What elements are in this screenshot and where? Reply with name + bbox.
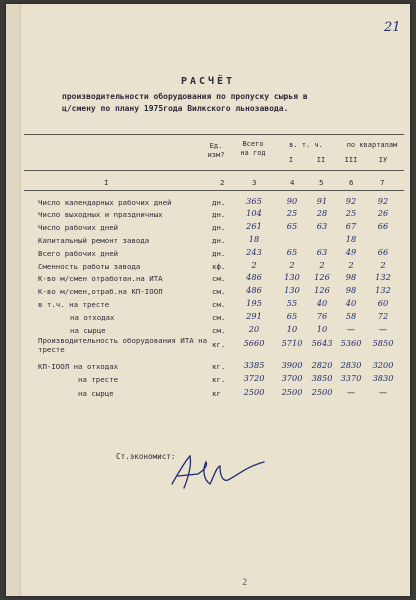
row-quarter-3-value: 5360 <box>340 338 362 348</box>
row-quarter-3-value: 40 <box>345 298 357 308</box>
row-total-value: 18 <box>248 234 260 244</box>
row-quarter-2-value: 76 <box>316 311 328 321</box>
header-q2: II <box>316 156 326 164</box>
column-number-6: 6 <box>349 178 354 187</box>
row-quarter-2-value: 40 <box>316 298 328 308</box>
row-unit: кг. <box>212 362 226 371</box>
row-unit: дн. <box>212 223 226 232</box>
row-label: К-во м/смен отработан.на ИТА <box>38 274 163 283</box>
row-quarter-1-value: 3900 <box>281 360 303 370</box>
row-unit: см. <box>212 300 226 309</box>
row-quarter-1-value: 2 <box>289 260 295 270</box>
row-quarter-4-value: 60 <box>377 298 389 308</box>
header-total: Всего на год <box>240 140 266 157</box>
row-total-value: 261 <box>246 221 262 231</box>
row-quarter-4-value: — <box>378 324 388 334</box>
row-quarter-1-value: 2500 <box>281 387 303 397</box>
row-quarter-3-value: — <box>346 324 356 334</box>
column-number-4: 4 <box>290 178 295 187</box>
row-quarter-4-value: 3200 <box>372 360 394 370</box>
row-unit: дн. <box>212 198 226 207</box>
header-rule-bottom <box>24 190 404 191</box>
row-quarter-1-value: 10 <box>286 324 298 334</box>
row-total-value: 2500 <box>243 387 265 397</box>
header-q3: III <box>344 156 358 164</box>
row-total-value: 104 <box>246 208 262 218</box>
row-total-value: 486 <box>246 272 262 282</box>
row-label: в т.ч. на тресте <box>38 300 110 309</box>
row-total-value: 3720 <box>243 373 265 383</box>
row-total-value: 3385 <box>243 360 265 370</box>
row-quarter-3-value: 49 <box>345 247 357 257</box>
row-label: Сменность работы завода <box>38 262 141 271</box>
row-quarter-4-value: — <box>378 387 388 397</box>
row-total-value: 5660 <box>243 338 265 348</box>
row-quarter-2-value: 126 <box>314 272 330 282</box>
document-subtitle-line-1: производительности оборудования по пропуску сырья в <box>62 92 308 101</box>
document-subtitle-line-2: ц/смену по плану 1975года Вилкского льнозавода. <box>62 104 289 113</box>
document-page <box>6 4 410 596</box>
document-title: РАСЧЁТ <box>180 76 236 87</box>
row-label: Капитальный ремонт завода <box>38 236 150 245</box>
row-unit: см. <box>212 287 226 296</box>
row-unit: дн. <box>212 236 226 245</box>
row-quarter-1-value: 130 <box>284 272 300 282</box>
row-unit: см. <box>212 326 226 335</box>
row-quarter-1-value: 65 <box>286 247 298 257</box>
row-quarter-2-value: 2820 <box>311 360 333 370</box>
row-quarter-3-value: 25 <box>345 208 357 218</box>
column-number-5: 5 <box>319 178 324 187</box>
row-quarter-2-value: 63 <box>316 221 328 231</box>
row-quarter-4-value: 26 <box>377 208 389 218</box>
row-quarter-3-value: — <box>346 387 356 397</box>
header-rule-top <box>24 134 404 135</box>
row-quarter-4-value: 132 <box>375 285 391 295</box>
row-quarter-1-value: 3700 <box>281 373 303 383</box>
row-quarter-2-value: 63 <box>316 247 328 257</box>
header-q4: IУ <box>378 156 388 164</box>
row-quarter-1-value: 65 <box>286 311 298 321</box>
header-unit: Ед. изм? <box>207 142 225 159</box>
row-quarter-2-value: 91 <box>316 196 328 206</box>
row-quarter-3-value: 2830 <box>340 360 362 370</box>
row-quarter-4-value: 2 <box>380 260 386 270</box>
row-label: Всего рабочих дней <box>38 249 119 258</box>
row-total-value: 20 <box>248 324 260 334</box>
header-incl-quarters: в. т. ч. <box>289 141 323 149</box>
column-number-7: 7 <box>380 178 385 187</box>
row-quarter-3-value: 98 <box>345 272 357 282</box>
row-label: Число рабочих дней <box>38 223 119 232</box>
row-unit: кг. <box>212 375 226 384</box>
row-quarter-2-value: 2500 <box>311 387 333 397</box>
row-label: на сырце <box>70 326 106 335</box>
row-quarter-2-value: 3850 <box>311 373 333 383</box>
row-quarter-3-value: 58 <box>345 311 357 321</box>
row-quarter-4-value: 132 <box>375 272 391 282</box>
binding-edge <box>6 4 21 596</box>
header-q1: I <box>288 156 294 164</box>
row-unit: кф. <box>212 262 226 271</box>
row-quarter-4-value: 72 <box>377 311 389 321</box>
page-number: 21 <box>384 20 401 35</box>
handwritten-signature <box>164 440 274 500</box>
row-quarter-1-value: 5710 <box>281 338 303 348</box>
row-quarter-3-value: 98 <box>345 285 357 295</box>
header-rule-middle <box>24 170 404 171</box>
column-number-1: I <box>104 178 109 187</box>
row-total-value: 365 <box>246 196 262 206</box>
signature-caption: Ст.экономист: <box>116 452 176 461</box>
row-quarter-4-value: 3830 <box>372 373 394 383</box>
header-by-quarters: по кварталам <box>346 141 398 149</box>
column-number-2: 2 <box>220 178 225 187</box>
row-label: Производительность оборудования ИТА на тресте <box>38 336 208 354</box>
row-quarter-4-value: 66 <box>377 221 389 231</box>
row-label: Число выходных и праздничных <box>38 210 163 219</box>
row-quarter-3-value: 2 <box>348 260 354 270</box>
row-quarter-1-value: 90 <box>286 196 298 206</box>
row-total-value: 195 <box>246 298 262 308</box>
row-quarter-3-value: 67 <box>345 221 357 231</box>
row-unit: см. <box>212 313 226 322</box>
bottom-mark: 2 <box>242 578 248 588</box>
row-quarter-2-value: 28 <box>316 208 328 218</box>
row-quarter-4-value: 92 <box>377 196 389 206</box>
row-quarter-2-value: 126 <box>314 285 330 295</box>
row-quarter-1-value: 55 <box>286 298 298 308</box>
row-label: Число календарных рабочих дней <box>38 198 172 207</box>
row-quarter-1-value: 25 <box>286 208 298 218</box>
row-label: К-во м/смен,отраб.на КП-IООЛ <box>38 287 163 296</box>
row-quarter-2-value: 2 <box>319 260 325 270</box>
row-unit: дн. <box>212 210 226 219</box>
row-quarter-1-value: 130 <box>284 285 300 295</box>
row-quarter-2-value: 10 <box>316 324 328 334</box>
row-unit: кг <box>212 389 221 398</box>
row-label: КП-IООЛ на отходах <box>38 362 119 371</box>
row-total-value: 243 <box>246 247 262 257</box>
row-unit: кг. <box>212 340 226 349</box>
row-quarter-4-value: 5850 <box>372 338 394 348</box>
row-label: на сырце <box>78 389 114 398</box>
row-total-value: 2 <box>251 260 257 270</box>
row-unit: дн. <box>212 249 226 258</box>
row-quarter-2-value: 5643 <box>311 338 333 348</box>
row-total-value: 291 <box>246 311 262 321</box>
row-label: на тресте <box>78 375 119 384</box>
row-quarter-3-value: 92 <box>345 196 357 206</box>
row-quarter-4-value: 66 <box>377 247 389 257</box>
row-quarter-3-value: 3370 <box>340 373 362 383</box>
row-total-value: 486 <box>246 285 262 295</box>
column-number-3: 3 <box>252 178 257 187</box>
row-quarter-1-value: 65 <box>286 221 298 231</box>
row-unit: см. <box>212 274 226 283</box>
row-label: на отходах <box>70 313 115 322</box>
row-quarter-3-value: 18 <box>345 234 357 244</box>
